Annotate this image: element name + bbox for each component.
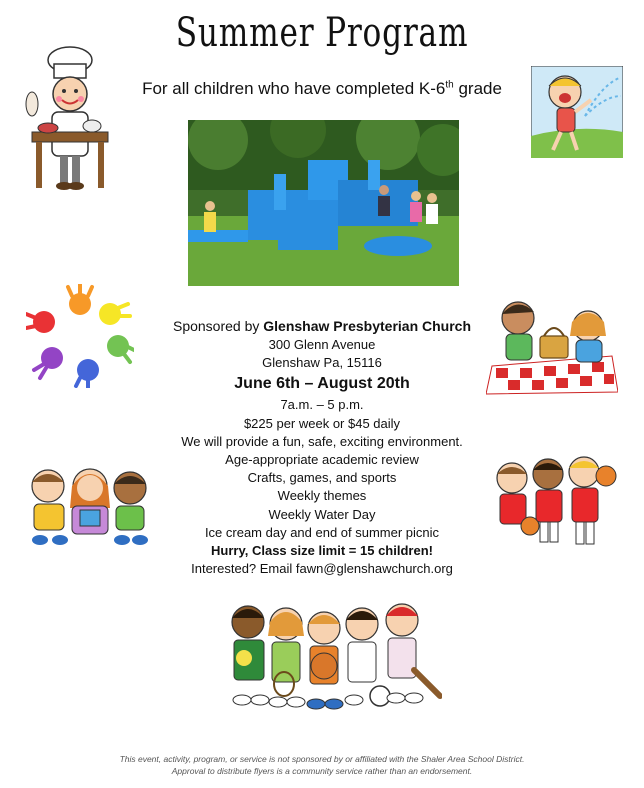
sprinkler-kid-clipart [531,66,623,158]
address-street: 300 Glenn Avenue [268,337,376,352]
detail-themes: Weekly themes [277,488,367,504]
chef-clipart [22,44,114,192]
sponsor-line [120,316,524,336]
detail-hours: 7a.m. – 5 p.m. [280,397,364,413]
address-city: Glenshaw Pa, 15116 [262,355,382,371]
class-size-limit: Hurry, Class size limit = 15 children! [211,543,433,559]
sports-kids-clipart [220,600,442,712]
contact-email: Interested? Email fawn@glenshawchurch.org [191,561,453,577]
subtitle-superscript: th [445,79,454,91]
sponsor-prefix: Sponsored by [172,318,264,334]
detail-academic: Age-appropriate academic review [225,452,419,468]
subtitle-end: grade [453,79,502,98]
playground-photo [188,120,459,286]
handprints-clipart [26,284,134,388]
page-title: Summer Program [175,10,469,56]
disclaimer-line-1: This event, activity, program, or service is not sponsored by or affiliated with the Shaler Area School District. [119,754,525,764]
sponsor-name: Glenshaw Presbyterian Church [263,318,472,334]
detail-crafts: Crafts, games, and sports [247,470,397,486]
disclaimer-line-2: Approval to distribute flyers is a community service rather than an endorsement. [171,766,473,776]
detail-ice-cream: Ice cream day and end of summer picnic [204,524,440,540]
detail-environment: We will provide a fun, safe, exciting environment. [181,433,463,449]
subtitle-main: For all children who have completed K-6 [142,79,446,98]
program-details [120,316,524,578]
detail-water-day: Weekly Water Day [268,506,376,522]
program-dates: June 6th – August 20th [234,375,410,393]
detail-pricing: $225 per week or $45 daily [243,415,401,431]
disclaimer [0,753,644,777]
